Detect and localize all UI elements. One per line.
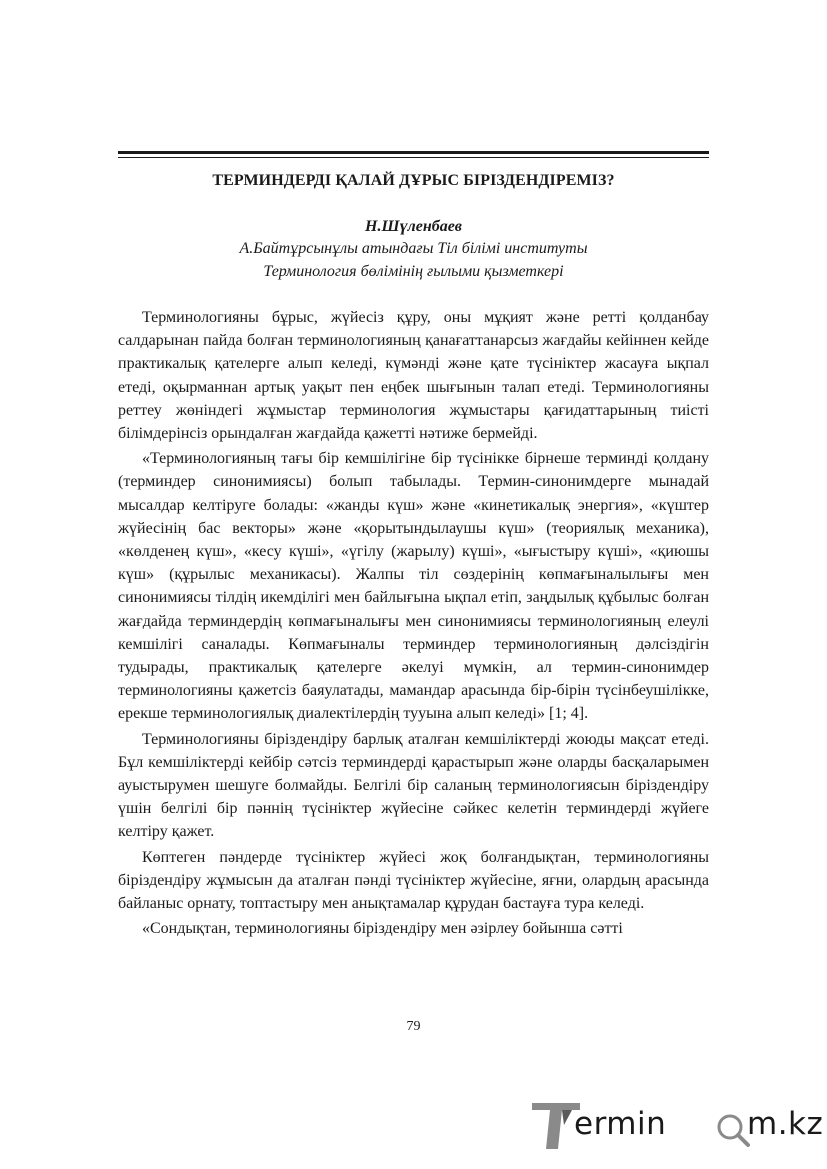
article-author: Н.Шүленбаев (365, 218, 462, 235)
paragraph: Терминологияны біріздендіру барлық аталған кемшіліктерді жоюды мақсат етеді. Бұл кемшіліктерді кейбір сәтсіз терминдерді қарастырып және оларды басқаларымен ауыстырумен шешуге болмайды. Белгілі бір саланың терминологиясын біріздендіру үшін белгілі бір пәннің түсініктер жүйесіне сәйкес келетін терминдерді жүйеге келтіру қажет. (118, 730, 709, 841)
paragraph: Көптеген пәндерде түсініктер жүйесі жоқ болғандықтан, терминологияны біріздендіру жұмысын да аталған пәнді түсініктер жүйесіне, яғни, олардың арасында байланыс орнату, топтастыру мен анықтамалар құрудан бастауға тура келеді. (118, 848, 709, 913)
author-affiliation-position: Терминология бөлімінің ғылыми қызметкері (263, 263, 564, 280)
page-number: 79 (406, 1019, 421, 1034)
logo-text-left: ermin (574, 1106, 667, 1142)
termincom-logo (528, 1101, 824, 1153)
author-affiliation-institute: А.Байтұрсынұлы атындағы Тіл білімі институты (239, 240, 588, 257)
header-rule-thick (118, 151, 709, 154)
header-rule-thin (118, 157, 709, 158)
article-body (118, 306, 709, 940)
paragraph: «Терминологияның тағы бір кемшілігіне бір түсінікке бірнеше терминді қолдану (терминдер синонимиясы) болып табылады. Термин-синонимдерге мынадай мысалдар келтіруге болады: «жанды күш» және «кинетикалық энергия», «күштер жүйесінің бас векторы» және «қорытындылаушы күш» (теориялық механика), «көлденең күш», «кесу күші», «үгілу (жарылу) күші», «ығыстыру күші», «қиюшы күш» (құрылыс механикасы). Жалпы тіл сөздерінің көпмағыналылығы мен синонимиясы тілдің икемділігі мен байлығына ықпал етіп, заңдылық құбылыс болған жағдайда терминдердің көпмағыналығы мен синонимиясы терминологияның елеулі кемшілігі саналады. Көпмағыналы терминдер терминологияның дәлсіздігін тудырады, практикалық қателерге әкелуі мүмкін, ал термин-синонимдер терминологияны қажетсіз баяулатады, мамандар арасында бір-бірін түсінбеушілікке, ерекше терминологиялық диалектілердің тууына алып келеді» [1; 4]. (118, 450, 709, 723)
article-title: ТЕРМИНДЕРДІ ҚАЛАЙ ДҰРЫС БІРІЗДЕНДІРЕМІЗ? (212, 172, 615, 189)
paragraph: Терминологияны бұрыс, жүйесіз құру, оны мұқият және ретті қолданбау салдарынан пайда болған терминологияның қанағаттанарсыз жағдайы кейіннен кейде практикалық қателерге алып келеді, күмәнді және қате түсініктер жасауға ықпал етеді, оқырманнан артық уақыт пен еңбек шығынын талап етеді. Терминологияны реттеу жөніндегі жұмыстар терминология жұмыстары қағидаттарының тиісті білімдерінсіз орындалған жағдайда қажетті нәтиже бермейді. (118, 309, 709, 443)
logo-text-right: m.kz (747, 1106, 824, 1142)
paragraph: «Сондықтан, терминологияны біріздендіру мен әзірлеу бойынша сәтті (142, 920, 623, 938)
